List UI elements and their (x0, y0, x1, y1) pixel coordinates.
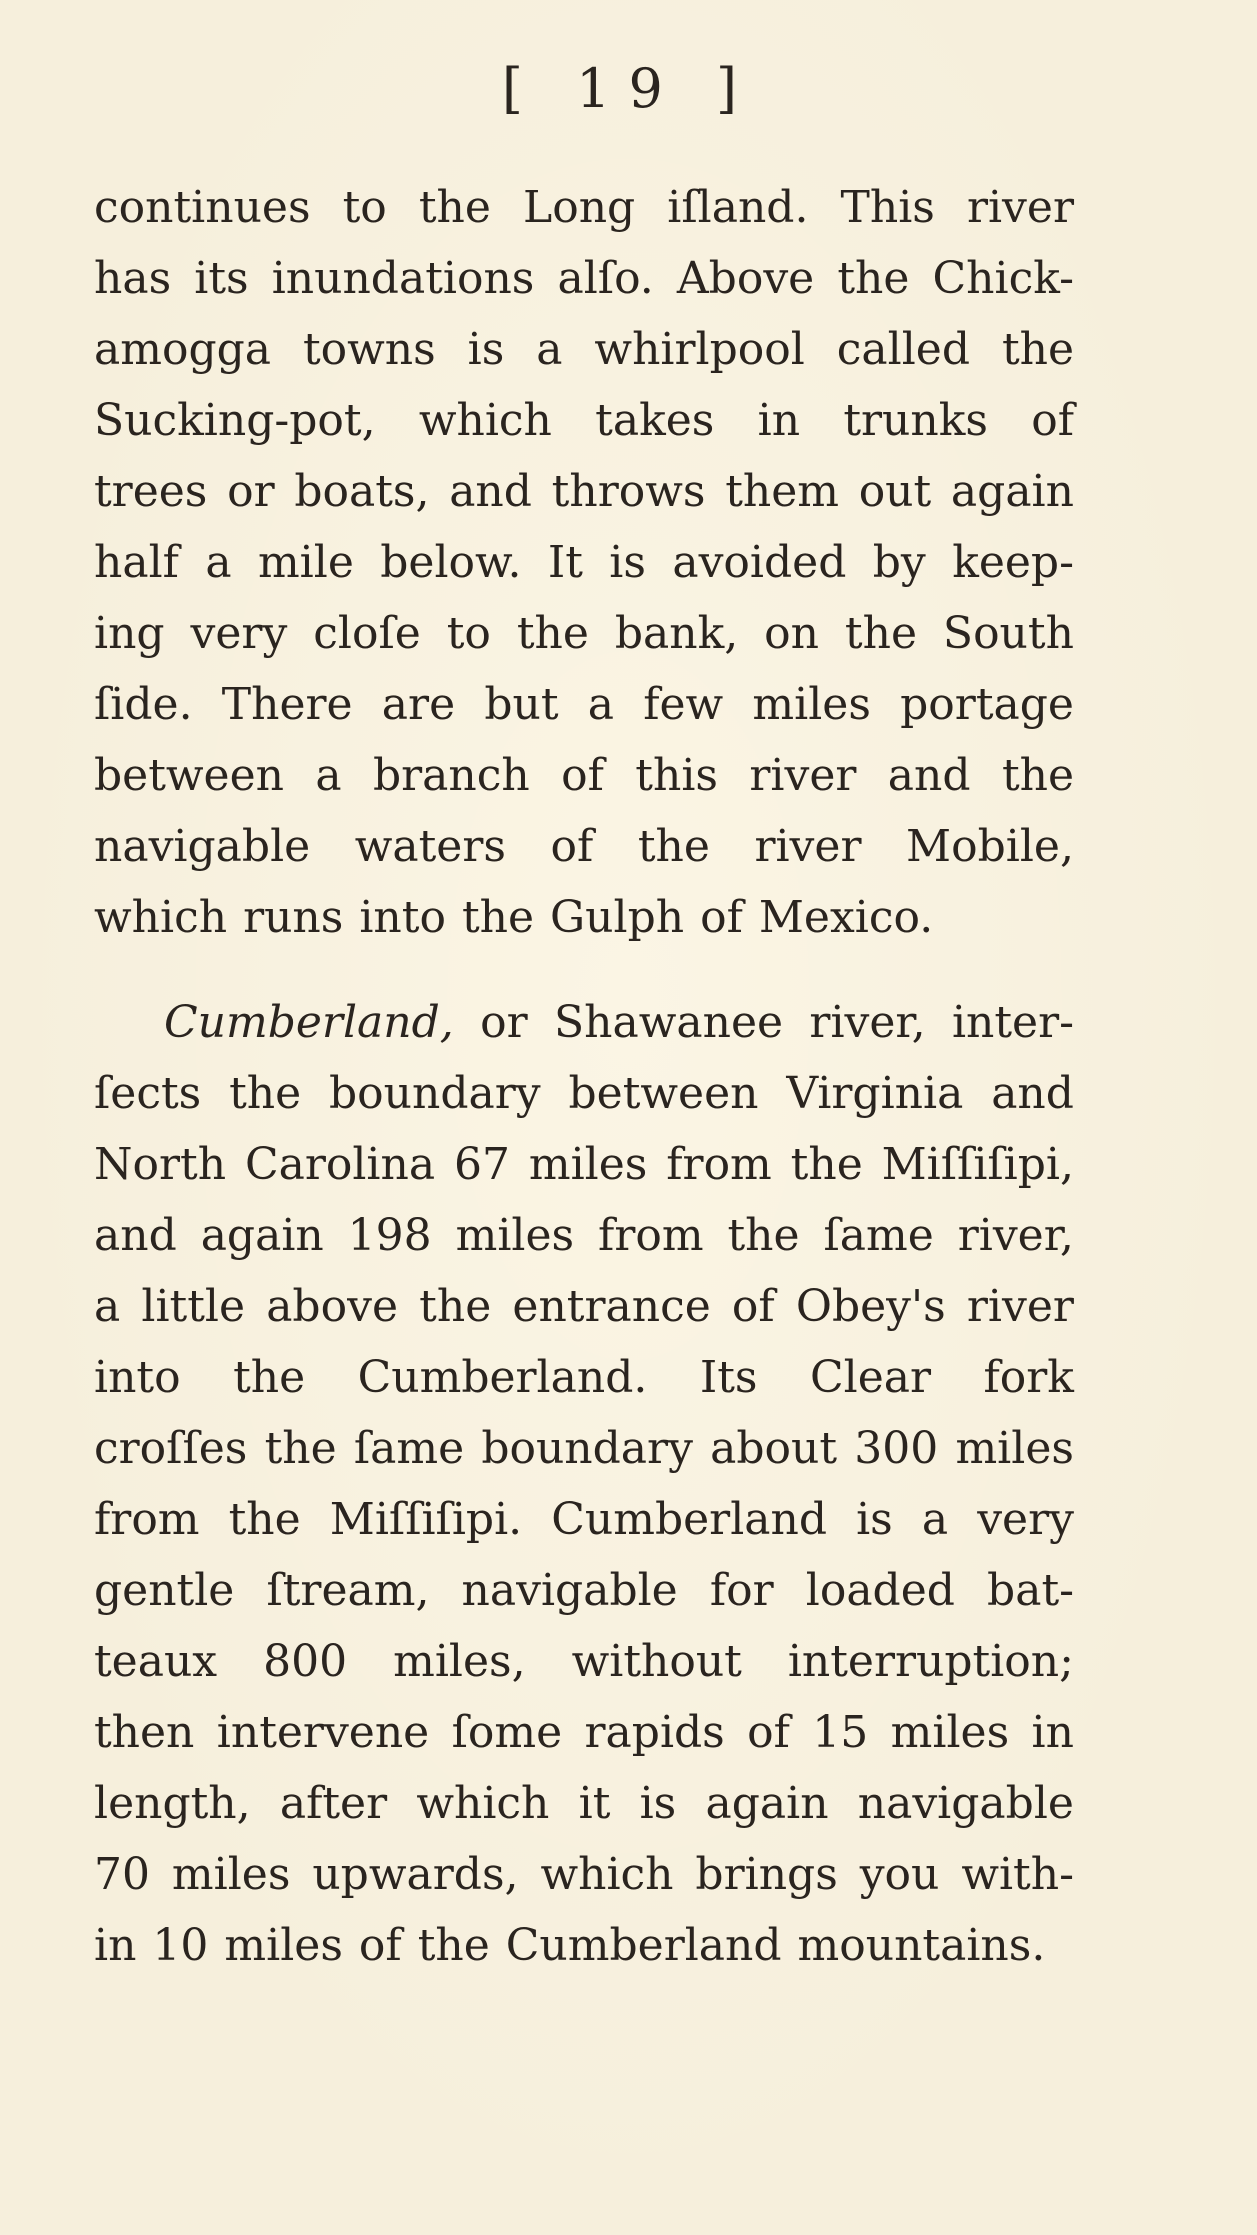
text-line: gentle ſtream, navigable for loaded bat- (94, 1565, 1074, 1616)
text-line: has its inundations alſo. Above the Chick- (94, 253, 1074, 304)
page-number: [ 19 ] (501, 57, 756, 120)
text-line: between a branch of this river and the (94, 750, 1074, 801)
text-line: Sucking-pot, which takes in trunks of (94, 395, 1074, 446)
text-line: length, after which it is again navigable (94, 1778, 1074, 1829)
text-line: and again 198 miles from the ſame river, (94, 1210, 1074, 1261)
text-line: amogga towns is a whirlpool called the (94, 324, 1074, 375)
text-line: into the Cumberland. Its Clear fork (94, 1352, 1074, 1403)
text-line: trees or boats, and throws them out again (94, 466, 1074, 517)
text-line: in 10 miles of the Cumberland mountains. (94, 1920, 1046, 1971)
text-line: ing very cloſe to the bank, on the South (94, 608, 1074, 659)
paragraph-1 (94, 172, 1074, 953)
text-line: continues to the Long iſland. This river (94, 182, 1074, 233)
text-line: navigable waters of the river Mobile, (94, 821, 1074, 872)
text-line: from the Miſſiſipi. Cumberland is a very (94, 1494, 1074, 1545)
paragraph-2 (94, 987, 1074, 1981)
text-line: ſects the boundary between Virginia and (94, 1068, 1074, 1119)
text-line: then intervene ſome rapids of 15 miles in (94, 1707, 1074, 1758)
text-line: which runs into the Gulph of Mexico. (94, 892, 934, 943)
text-line: croſſes the ſame boundary about 300 miles (94, 1423, 1074, 1474)
text-line: 70 miles upwards, which brings you with- (94, 1849, 1074, 1900)
italic-term: Cumberland, (164, 997, 454, 1048)
text-line: half a mile below. It is avoided by keep- (94, 537, 1074, 588)
text-line: a little above the entrance of Obey's river (94, 1281, 1074, 1332)
text-line: teaux 800 miles, without interruption; (94, 1636, 1074, 1687)
text-line: ſide. There are but a few miles portage (94, 679, 1074, 730)
text-line-first: Cumberland, or Shawanee river, inter- (94, 987, 1074, 1058)
text-line: North Carolina 67 miles from the Miſſiſipi, (94, 1139, 1074, 1190)
